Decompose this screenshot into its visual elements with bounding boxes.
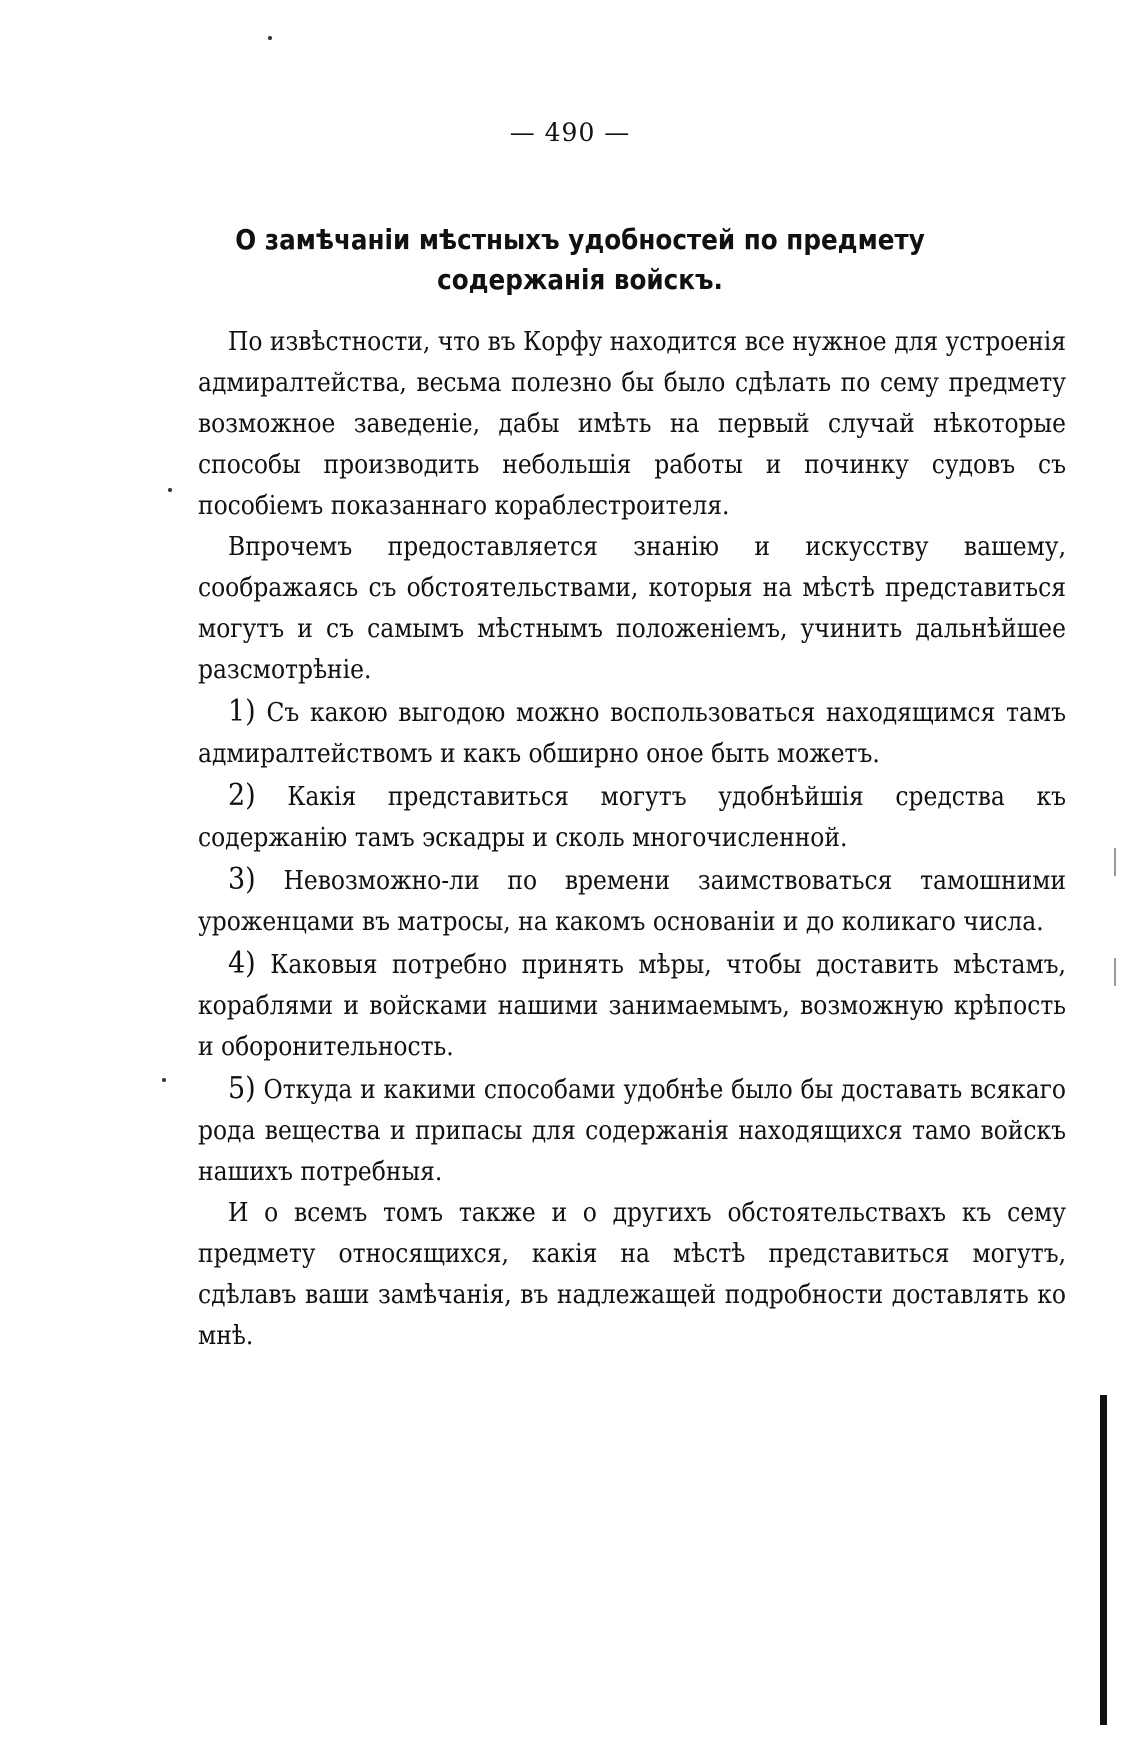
list-item-number: 1): [228, 694, 256, 729]
list-item-1: [198, 691, 1066, 775]
heading-line-2: содержанія войскъ.: [437, 263, 723, 296]
list-item-5: [198, 1068, 1066, 1193]
scan-edge-mark: [1114, 848, 1116, 876]
list-item-number: 3): [228, 862, 256, 897]
list-item-text: Съ какою выгодою можно воспользоваться находящимся тамъ адмиралтействомъ и какъ обширно оное быть можетъ.: [198, 698, 1066, 769]
scan-speck: [168, 488, 172, 492]
scan-speck: [268, 36, 272, 40]
list-item-text: Какія представиться могутъ удобнѣйшія средства къ содержанію тамъ эскадры и сколь многочисленной.: [198, 782, 1066, 853]
list-item-number: 2): [228, 778, 256, 813]
page-number: — 490 —: [509, 118, 631, 147]
closing-paragraph: И о всемъ томъ также и о другихъ обстоятельствахъ къ сему предмету относящихся, какія на мѣстѣ представиться могутъ, сдѣлавъ ваши замѣчанія, въ надлежащей подробности доставлять ко мнѣ.: [198, 1198, 1066, 1351]
list-item-3: [198, 859, 1066, 943]
section-heading: [228, 220, 932, 300]
scan-edge-mark: [1114, 958, 1116, 986]
list-item-text: Невозможно-ли по времени заимствоваться тамошними уроженцами въ матросы, на какомъ основаніи и до коликаго числа.: [198, 866, 1066, 937]
list-item-text: Откуда и какими способами удобнѣе было бы доставать всякаго рода вещества и припасы для содержанія находящихся тамо войскъ нашихъ потребныя.: [198, 1075, 1066, 1187]
list-item-2: [198, 775, 1066, 859]
body-text: [198, 322, 1066, 1357]
heading-line-1: О замѣчаніи мѣстныхъ удобностей по предмету: [235, 223, 925, 256]
paragraph-1: По извѣстности, что въ Корфу находится все нужное для устроенія адмиралтейства, весьма полезно бы было сдѣлать по сему предмету возможное заведеніе, дабы имѣть на первый случай нѣкоторые способы производить небольшія работы и починку судовъ съ пособіемъ показаннаго кораблестроителя.: [198, 327, 1067, 521]
list-item-number: 4): [228, 946, 256, 981]
scan-speck: [162, 1078, 166, 1082]
list-item-4: [198, 943, 1066, 1068]
list-item-number: 5): [228, 1071, 256, 1106]
paragraph-2: Впрочемъ предоставляется знанію и искусству вашему, соображаясь съ обстоятельствами, которыя на мѣстѣ представиться могутъ и съ самымъ мѣстнымъ положеніемъ, учинить дальнѣйшее разсмотрѣніе.: [198, 532, 1066, 685]
list-item-text: Каковыя потребно принять мѣры, чтобы доставить мѣстамъ, кораблями и войсками нашими занимаемымъ, возможную крѣпость и оборонительность.: [198, 950, 1066, 1062]
scan-edge-bar: [1100, 1395, 1107, 1725]
